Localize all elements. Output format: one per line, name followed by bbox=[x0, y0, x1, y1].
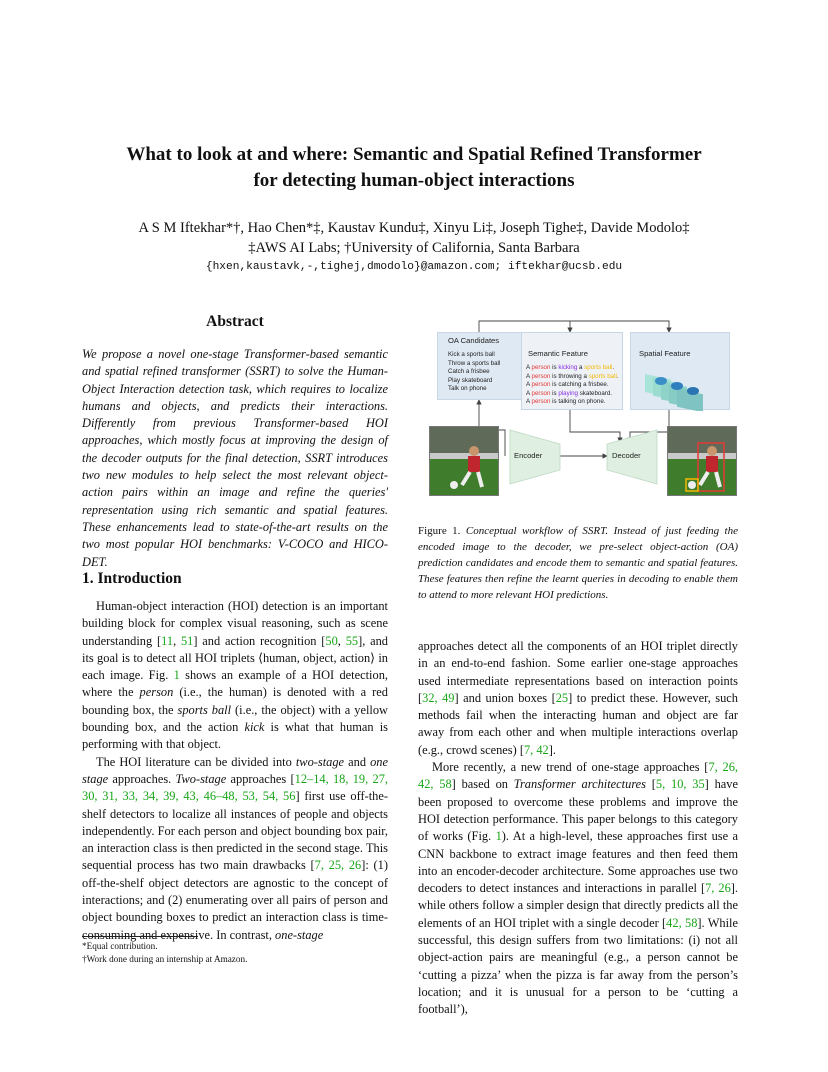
figure-1 bbox=[425, 320, 735, 500]
semantic-feature-box: Semantic Feature A person is kicking a sports ball. A person is throwing a sports ball. A person is catching a frisbee. A person is playing skateboard. A person is talking on phone. bbox=[521, 332, 623, 410]
semantic-sentence: A person is catching a frisbee. bbox=[526, 381, 609, 388]
intro-paragraph-1: Human-object interaction (HOI) detection is an important building block for complex visual reasoning, such as scene understanding [11, 51] and action recognition [50, 55], and its goal is to detect all HOI triplets ⟨human, object, action⟩ in each image. Fig. 1 shows an example of a HOI detection, where the person (i.e., the human) is denoted with a red bounding box, the sports ball (i.e., the object) with a yellow bounding box, and the action kick is what that human is performing with that object. bbox=[82, 599, 388, 752]
semantic-sentence: A person is kicking a sports ball. bbox=[526, 364, 615, 371]
title-line-2: for detecting human-object interactions bbox=[253, 170, 575, 191]
title-line-1: What to look at and where: Semantic and Spatial Refined Transformer bbox=[126, 144, 702, 165]
abstract-heading: Abstract bbox=[206, 313, 264, 330]
encoder-label: Encoder bbox=[514, 451, 543, 460]
affiliations: ‡AWS AI Labs; †University of California, Santa Barbara bbox=[248, 240, 580, 256]
list-item: Kick a sports ball bbox=[448, 351, 495, 358]
abstract-text: We propose a novel one-stage Transformer-based semantic and spatial refined transformer (SSRT) to solve the Human-Object Interaction detection task, which requires to localize humans and objects, and predicts their interactions. Differently from previous Transformer-based HOI approaches, which mostly focus at improving the design of the decoder outputs for the final detection, SSRT introduces two new modules to help select the most relevant object-action pairs within an image and refine the queries' representation using rich semantic and spatial features. These enhancements lead to state-of-the-art results on the two most popular HOI benchmarks: V-COCO and HICO-DET. bbox=[82, 347, 388, 569]
citation-link[interactable]: 51 bbox=[180, 633, 194, 648]
list-item: Talk on phone bbox=[448, 385, 487, 392]
semantic-sentence: A person is playing skateboard. bbox=[526, 389, 613, 397]
oa-candidates-box: OA Candidates Kick a sports ball Throw a sports ball Catch a frisbee Play skateboard Talk on phone bbox=[437, 332, 523, 400]
citation-link[interactable]: 32, 49 bbox=[422, 690, 455, 705]
right-column-body bbox=[418, 638, 738, 1019]
intro-heading: 1. Introduction bbox=[82, 570, 182, 587]
spatial-feature-box: Spatial Feature bbox=[630, 332, 730, 410]
figure-1-caption: Figure 1. Conceptual workflow of SSRT. Instead of just feeding the encoded image to the decoder, we pre-select object-action (OA) prediction candidates and encode them to semantic and spatial features. These features then refine the learnt queries in decoding to enable them to attend to more relevant HOI predictions. bbox=[418, 525, 738, 601]
footnote-1: *Equal contribution. bbox=[82, 941, 158, 951]
spatial-heatmaps bbox=[631, 351, 729, 411]
semantic-sentence: A person is throwing a sports ball. bbox=[526, 372, 619, 380]
semantic-sentence-list bbox=[526, 364, 619, 407]
right-paragraph-1: approaches detect all the components of an HOI triplet directly in an end-to-end fashion. Some earlier one-stage approaches used intermediate representations based on interaction points [32, 49] and union boxes [25] to predict these. However, such methods fail when the interacting human and object are far away from each other and when multiple interactions overlap (e.g., crowd scenes) [7, 42]. bbox=[418, 639, 738, 757]
citation-link[interactable]: 25 bbox=[555, 690, 569, 705]
citation-link[interactable]: 11 bbox=[161, 633, 174, 648]
citation-link[interactable]: 7, 42 bbox=[523, 742, 549, 757]
list-item: Catch a frisbee bbox=[448, 368, 490, 375]
citation-link[interactable]: 7, 26, 42, 58 bbox=[418, 760, 738, 792]
citation-link[interactable]: 42, 58 bbox=[666, 915, 698, 930]
input-image bbox=[429, 426, 499, 496]
output-image bbox=[667, 426, 737, 496]
list-item: Throw a sports ball bbox=[448, 359, 501, 367]
intro-body bbox=[82, 598, 388, 944]
paper-title bbox=[0, 142, 828, 194]
semantic-sentence: A person is talking on phone. bbox=[526, 398, 606, 405]
decoder-label: Decoder bbox=[612, 451, 641, 460]
author-emails: {hxen,kaustavk,-,tighej,dmodolo}@amazon.com; iftekhar@ucsb.edu bbox=[205, 261, 623, 273]
author-list: A S M Iftekhar*†, Hao Chen*‡, Kaustav Kundu‡, Xinyu Li‡, Joseph Tighe‡, Davide Modolo‡ bbox=[138, 220, 690, 236]
figure-link[interactable]: 1 bbox=[495, 829, 502, 844]
oa-candidate-list bbox=[448, 351, 500, 394]
footnote-rule bbox=[82, 936, 198, 937]
intro-paragraph-2: The HOI literature can be divided into two-stage and one stage approaches. Two-stage approaches [12–14, 18, 19, 27, 30, 31, 33, 34, 39, 43, 46–48, 53, 54, 56] first use off-the-shelf detectors to localize all instances of people and objects independently. For each person and object bounding box pair, an interaction class is then predicted in the second stage. This sequential process has two main drawbacks [7, 25, 26]: (1) off-the-shelf object detectors are agnostic to the concept of interactions; and (2) enumerating over all pairs of person and object bounding boxes to predict an interaction class is time-consuming and expensive. In contrast, one-stage bbox=[82, 754, 389, 942]
citation-link[interactable]: 50 bbox=[325, 633, 338, 648]
right-paragraph-2: More recently, a new trend of one-stage approaches [7, 26, 42, 58] based on Transformer architectures [5, 10, 35] have been proposed to overcome these problems and improve the HOI detection performance. This paper belongs to this category of works (Fig. 1). At a high-level, these approaches first use a CNN backbone to extract image features and then feed them into an encoder-decoder architecture. Some approaches use two decoders to detect instances and interactions in parallel [7, 26]. while others follow a simpler design that directly predicts all the elements of an HOI triplet with a single decoder [42, 58]. While successful, this design suffers from two limitations: (i) not all object-action pairs are meaningful (e.g., a person cannot be ‘cutting a pizza’ when the pizza is far away from the person’s location; and it is unusual for a person to be ‘cutting a football’), bbox=[418, 760, 739, 1017]
citation-link[interactable]: 55 bbox=[345, 633, 359, 648]
citation-link[interactable]: 7, 25, 26 bbox=[314, 858, 362, 873]
citation-link[interactable]: 5, 10, 35 bbox=[655, 777, 705, 792]
citation-link[interactable]: 7, 26 bbox=[705, 881, 731, 896]
citation-link[interactable]: 12–14, 18, 19, 27, 30, 31, 33, 34, 39, 43, 46–48, 53, 54, 56 bbox=[82, 771, 388, 804]
figure-link[interactable]: 1 bbox=[173, 668, 180, 683]
list-item: Play skateboard bbox=[448, 376, 493, 384]
footnote-2: †Work done during an internship at Amazon. bbox=[82, 954, 248, 964]
